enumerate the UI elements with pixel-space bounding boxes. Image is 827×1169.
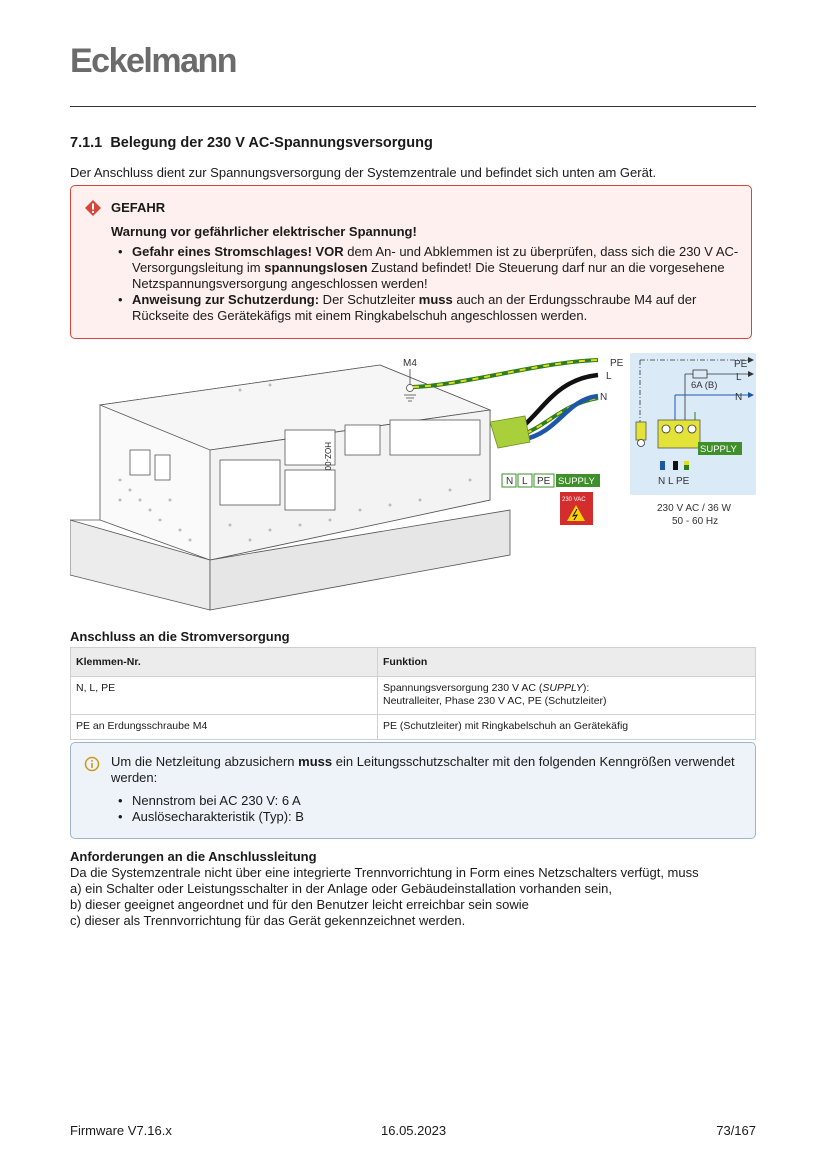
danger-title: GEFAHR	[111, 200, 166, 215]
strip-supply: SUPPLY	[558, 476, 595, 487]
table-header: Funktion	[378, 648, 756, 677]
pe-right-label: PE	[734, 359, 748, 370]
danger-item-2: • Anweisung zur Schutzerdung: Der Schutzleiter muss auch an der Erdungsschraube M4 auf der Rückseite des Gerätekäfigs mit einem Ringkabelschuh angeschlossen werden.	[111, 292, 746, 324]
requirements-line: c) dieser als Trennvorrichtung für das Gerät gekennzeichnet werden.	[70, 913, 466, 928]
n-label: N	[600, 392, 608, 403]
requirements-heading: Anforderungen an die Anschlussleitung	[70, 849, 317, 864]
vac-label: 230 VAC	[562, 497, 586, 503]
terminal-labels: N L PE	[658, 476, 690, 487]
section-intro: Der Anschluss dient zur Spannungsversorgung der Systemzentrale und befindet sich unten am Gerät.	[70, 165, 657, 180]
danger-warning: Warnung vor gefährlicher elektrischer Spannung!	[111, 224, 417, 239]
table-row	[71, 677, 756, 715]
danger-item-1: • Gefahr eines Stromschlages! VOR dem An- und Abklemmen ist zu überprüfen, dass sich die 230 V AC-Versorgungsleitung im spannungslosen Zustand befindet! Die Steuerung darf nur an die vorgesehene Netzspannungsversorgung angeschlossen werden!	[111, 244, 746, 292]
table-cell: PE an Erdungsschraube M4	[71, 715, 378, 740]
section-number: 7.1.1	[70, 135, 103, 151]
table-row	[71, 715, 756, 740]
table-cell: PE (Schutzleiter) mit Ringkabelschuh an Gerätekäfig	[378, 715, 756, 740]
requirements-line: Da die Systemzentrale nicht über eine integrierte Trennvorrichtung in Form eines Netzschalters verfügt, muss	[70, 865, 699, 880]
danger-icon	[85, 200, 101, 216]
rating-label: 230 V AC / 36 W	[657, 503, 731, 514]
footer-page-number: 73/167	[716, 1123, 756, 1138]
danger-list	[111, 244, 746, 324]
l-label: L	[606, 371, 612, 382]
info-item: • Nennstrom bei AC 230 V: 6 A	[111, 793, 304, 809]
info-icon	[84, 756, 100, 772]
strip-l: L	[522, 476, 528, 487]
strip-n: N	[506, 476, 514, 487]
requirements-line: a) ein Schalter oder Leistungsschalter in der Anlage oder Gebäudeinstallation vorhanden sein,	[70, 881, 613, 896]
fuse-label: 6A (B)	[691, 380, 718, 391]
info-box	[70, 742, 756, 839]
m4-label: M4	[403, 358, 417, 369]
strip-pe: PE	[537, 476, 551, 487]
voltage-warning-label	[560, 492, 593, 525]
company-logo: Eckelmann	[70, 42, 237, 80]
connection-schematic	[630, 353, 756, 495]
requirements-line: b) dieser geeignet angeordnet und für den Benutzer leicht erreichbar sein sowie	[70, 897, 529, 912]
table-caption: Anschluss an die Stromversorgung	[70, 629, 290, 644]
table-cell: Spannungsversorgung 230 V AC (SUPPLY): Neutralleiter, Phase 230 V AC, PE (Schutzleiter)	[378, 677, 756, 715]
wiring-diagram	[70, 350, 760, 615]
connection-table	[70, 647, 756, 740]
pe-label: PE	[610, 358, 624, 369]
header-divider	[70, 106, 756, 107]
terminal-block	[658, 420, 700, 448]
info-list	[111, 793, 304, 825]
supply-plug	[490, 416, 530, 448]
ground-screw	[407, 385, 414, 392]
section-title: Belegung der 230 V AC-Spannungsversorgung	[110, 135, 433, 151]
requirements-section	[70, 849, 760, 929]
device-illustration	[70, 365, 510, 610]
l-right-label: L	[736, 372, 742, 383]
table-header: Klemmen-Nr.	[71, 648, 378, 677]
footer-date: 16.05.2023	[381, 1123, 447, 1138]
info-text: Um die Netzleitung abzusichern muss ein Leitungsschutzschalter mit den folgenden Kenngrößen verwendet werden:	[111, 754, 735, 785]
danger-box	[70, 185, 752, 339]
device-label: HOZ-00	[323, 442, 332, 471]
section-heading	[70, 135, 433, 151]
footer-firmware: Firmware V7.16.x	[70, 1123, 172, 1138]
info-item: • Auslösecharakteristik (Typ): B	[111, 809, 304, 825]
n-right-label: N	[735, 392, 743, 403]
table-cell: N, L, PE	[71, 677, 378, 715]
terminal-label-strip	[502, 474, 600, 487]
supply-label: SUPPLY	[700, 444, 737, 455]
table-header-row	[71, 648, 756, 677]
frequency-label: 50 - 60 Hz	[672, 516, 719, 527]
